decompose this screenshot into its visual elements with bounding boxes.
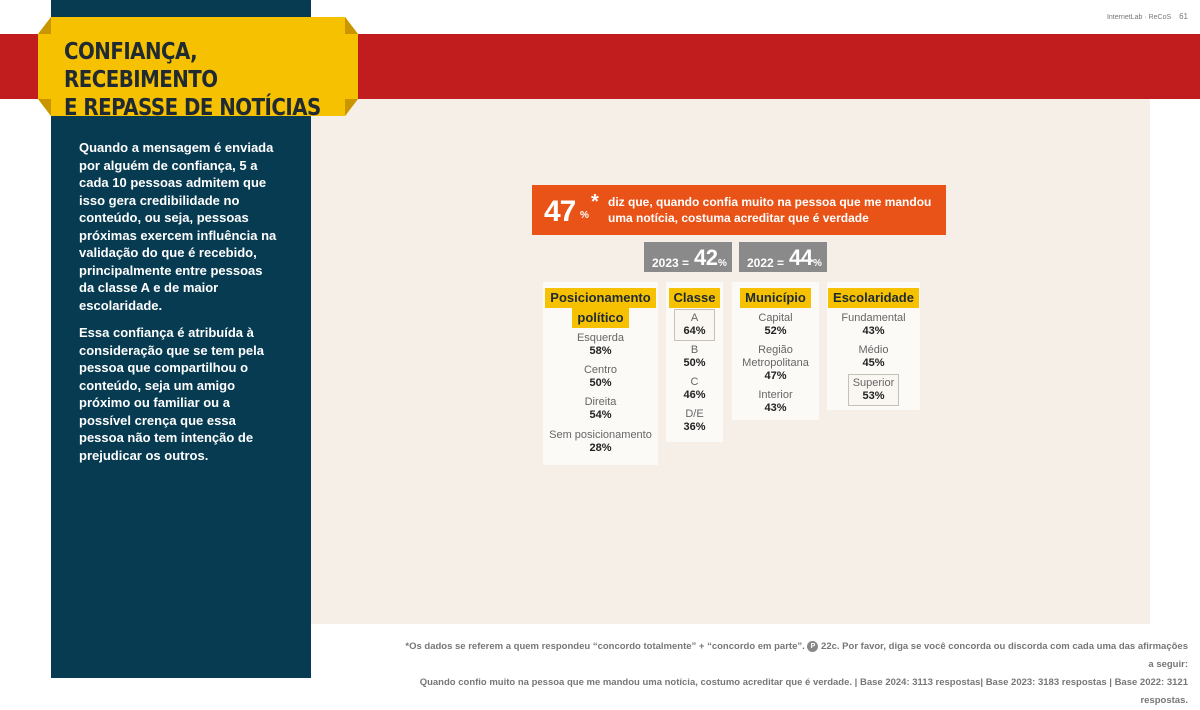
sidebar-text bbox=[79, 139, 279, 464]
panel-classe bbox=[666, 282, 723, 442]
panel-title-text: Escolaridade bbox=[828, 288, 919, 308]
stat-value: 43% bbox=[764, 402, 787, 414]
stat-item bbox=[827, 312, 920, 338]
sidebar-paragraph-2: Essa confiança é atribuída à consideração que se tem pela pessoa que compartilhou o conteúdo, seja um amigo próximo ou familiar ou a possível crença que essa pessoa não tem intenção de prejudicar os outros. bbox=[79, 325, 264, 463]
highlight-unit: % bbox=[580, 210, 589, 221]
panel-title-text: Município bbox=[740, 288, 811, 308]
year-2023-box bbox=[644, 242, 732, 272]
stat-item bbox=[732, 312, 819, 338]
footnote bbox=[398, 638, 1188, 710]
stat-label: Capital bbox=[758, 312, 793, 324]
stat-label: B bbox=[690, 344, 699, 356]
stat-item bbox=[827, 344, 920, 370]
stat-label: C bbox=[690, 376, 699, 388]
panel-municipio bbox=[732, 282, 819, 420]
stat-label: D/E bbox=[685, 408, 704, 420]
stat-item bbox=[543, 429, 658, 455]
stat-item bbox=[543, 332, 658, 358]
stat-value: 28% bbox=[589, 442, 612, 454]
stat-label: Fundamental bbox=[841, 312, 906, 324]
stat-label: Superior bbox=[852, 377, 895, 389]
footnote-line-2: Quando confio muito na pessoa que me mandou uma notícia, costumo acreditar que é verdade. | Base 2024: 3113 respostas| Base 2023: 3183 respostas | Base 2022: 3121 respostas. bbox=[419, 677, 1188, 706]
stat-value: 54% bbox=[589, 409, 612, 421]
panel-escolaridade bbox=[827, 282, 920, 410]
page-title bbox=[64, 38, 322, 122]
stat-value: 58% bbox=[589, 345, 612, 357]
panel-title-second bbox=[543, 308, 658, 328]
stat-value: 64% bbox=[683, 325, 706, 337]
stat-label-line-2: Metropolitana bbox=[742, 357, 809, 369]
stat-value: 53% bbox=[862, 390, 885, 402]
stat-item bbox=[666, 408, 723, 434]
panel-title bbox=[543, 288, 658, 308]
highlight-stat-box bbox=[532, 185, 946, 235]
stat-item-highlighted bbox=[848, 374, 899, 406]
stat-item-highlighted bbox=[674, 309, 715, 341]
title-line-2: E REPASSE DE NOTÍCIAS bbox=[64, 95, 321, 121]
stat-value: 36% bbox=[683, 421, 706, 433]
stat-label: Interior bbox=[758, 389, 793, 401]
stat-value: 50% bbox=[589, 377, 612, 389]
sidebar-paragraph-1: Quando a mensagem é enviada por alguém de confiança, 5 a cada 10 pessoas admitem que isso gera credibilidade no conteúdo, ou seja, pessoas próximas exercem influência na validação do que é recebido, principalmente entre pessoas da classe A e de maior escolaridade. bbox=[79, 140, 277, 313]
footnote-line-1 bbox=[398, 638, 1188, 674]
stat-item bbox=[732, 344, 819, 383]
title-badge bbox=[38, 17, 358, 121]
stat-value: 50% bbox=[683, 357, 706, 369]
panel-title-line-2: político bbox=[572, 308, 628, 328]
panel-title-line-1: Posicionamento bbox=[545, 288, 655, 308]
stat-value: 47% bbox=[764, 370, 787, 382]
year-value: 44 bbox=[789, 245, 813, 270]
stat-label: Direita bbox=[584, 396, 617, 408]
stat-value: 52% bbox=[764, 325, 787, 337]
year-value: 42 bbox=[694, 245, 718, 270]
stat-label: Esquerda bbox=[576, 332, 625, 344]
stat-label: A bbox=[690, 312, 699, 324]
stat-value: 45% bbox=[862, 357, 885, 369]
stat-item bbox=[666, 376, 723, 402]
stat-label: Médio bbox=[858, 344, 889, 356]
footnote-note: *Os dados se referem a quem respondeu “concordo totalmente” + “concordo em parte”. bbox=[405, 641, 805, 652]
stat-item bbox=[732, 389, 819, 415]
year-label: 2022 = bbox=[747, 256, 785, 270]
footnote-question: 22c. Por favor, diga se você concorda ou discorda com cada uma das afirmações a seguir: bbox=[821, 641, 1188, 670]
question-badge-icon: P bbox=[807, 641, 818, 652]
panel-title bbox=[666, 288, 723, 308]
stat-item bbox=[666, 344, 723, 370]
stat-label: Centro bbox=[583, 364, 618, 376]
highlight-value: 47 bbox=[544, 195, 576, 228]
year-label: 2023 = bbox=[652, 256, 690, 270]
highlight-asterisk: * bbox=[591, 191, 599, 213]
stat-item bbox=[543, 396, 658, 422]
panel-posicionamento-politico bbox=[543, 282, 658, 465]
panel-title bbox=[732, 288, 819, 308]
publication-source: InternetLab · ReCoS bbox=[1106, 14, 1172, 21]
highlight-description: diz que, quando confia muito na pessoa que me mandou uma notícia, costuma acreditar que é verdade bbox=[608, 195, 932, 225]
stat-value: 43% bbox=[862, 325, 885, 337]
content-area bbox=[311, 99, 1150, 624]
stat-label: Sem posicionamento bbox=[549, 429, 652, 441]
year-unit: % bbox=[718, 258, 727, 269]
panel-title-text: Classe bbox=[669, 288, 721, 308]
panel-title bbox=[827, 288, 920, 308]
page-number: 61 bbox=[1179, 12, 1188, 21]
title-line-1: CONFIANÇA, RECEBIMENTO bbox=[64, 39, 218, 93]
year-2022-box bbox=[739, 242, 827, 272]
stat-value: 46% bbox=[683, 389, 706, 401]
page-header bbox=[1107, 12, 1188, 21]
stat-item bbox=[543, 364, 658, 390]
year-unit: % bbox=[813, 258, 822, 269]
stat-label: Região bbox=[758, 344, 793, 356]
